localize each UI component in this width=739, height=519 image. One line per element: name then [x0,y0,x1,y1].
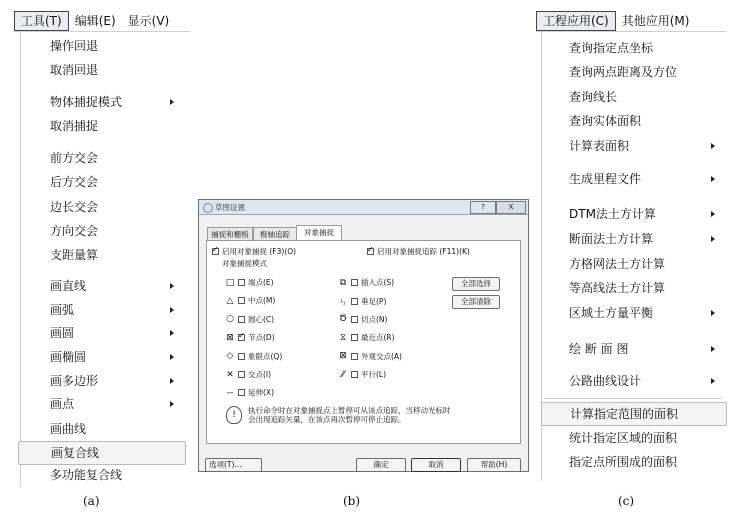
select-all-button[interactable]: 全部选择 [452,277,500,291]
enable-track-label: 启用对象捕捉追踪 (F11)(K) [377,247,470,256]
left-snap-mode-option[interactable] [225,351,282,362]
snap-mode-symbol-icon: -- [226,387,234,398]
left-snap-mode-option[interactable] [225,332,275,343]
enable-track-checkbox[interactable] [367,248,374,255]
menu-item-label: 区域土方量平衡 [569,306,654,320]
menu-item-label: DTM法土方计算 [569,207,656,221]
snap-mode-label: 交点(I) [248,370,272,379]
tools-menu-item[interactable] [18,244,184,266]
engineering-menu-item[interactable] [541,402,727,426]
snap-mode-checkbox[interactable] [238,353,245,360]
engineering-menu-item[interactable] [541,228,725,250]
menu-item-label: 查询两点距离及方位 [569,65,678,79]
snap-mode-label: 中点(M) [248,296,276,306]
left-snap-mode-option[interactable] [225,277,274,288]
snap-mode-checkbox[interactable] [351,298,358,305]
submenu-arrow-icon [170,401,174,407]
menu-engineering[interactable]: 工程应用(C) [536,11,616,31]
snap-mode-label: 外观交点(A) [361,351,402,361]
engineering-menu-item[interactable] [541,427,725,449]
snap-mode-symbol-icon: ○ [226,314,234,325]
snap-mode-label: 插入点(S) [361,278,395,287]
menubar-a [14,12,175,30]
submenu-arrow-icon [170,354,174,360]
tools-menu-item[interactable] [18,393,184,415]
help-button[interactable]: 帮助(H) [467,458,521,472]
clear-all-button[interactable]: 全部清除 [452,295,500,309]
menu-other-apps[interactable]: 其他应用(M) [621,14,690,28]
snap-mode-symbol-icon: △ [226,295,234,306]
snap-mode-label: 象限点(Q) [248,351,283,361]
snap-mode-symbol-icon: ✕ [226,369,234,380]
snap-mode-symbol-icon: ⊠ [339,351,347,362]
submenu-arrow-icon [711,378,715,384]
tab-object-snap[interactable]: 对象捕捉 [296,225,342,241]
snap-mode-symbol-icon: □ [225,277,235,288]
right-snap-mode-option[interactable] [338,351,402,362]
menu-view[interactable]: 显示(V) [127,14,170,28]
right-snap-mode-option[interactable] [338,295,386,308]
menu-item-label: 查询线长 [569,90,618,104]
snap-mode-checkbox[interactable] [238,279,245,286]
submenu-arrow-icon [170,378,174,384]
app-icon [203,203,213,213]
tools-menu-item[interactable] [18,59,184,81]
menu-item-label: 边长交会 [50,200,99,214]
enable-snap-label: 启用对象捕捉 (F3)(O) [222,247,297,256]
snap-mode-checkbox[interactable] [238,334,245,341]
menu-item-label: 统计指定区域的面积 [569,431,678,445]
menu-item-label: 画椭圆 [50,350,87,364]
tools-menu-item[interactable] [18,171,184,193]
submenu-arrow-icon [711,236,715,242]
menu-item-label: 绘 断 面 图 [569,342,629,356]
engineering-menu-item[interactable] [541,203,725,225]
tools-menu-item[interactable] [18,35,184,57]
menu-item-label: 公路曲线设计 [569,374,642,388]
menu-item-label: 查询实体面积 [569,114,642,128]
menu-item-label: 画曲线 [50,422,87,436]
menu-item-label: 支距量算 [50,248,99,262]
menu-item-label: 画直线 [50,279,87,293]
dialog-titlebar[interactable] [199,200,528,215]
object-snap-panel [206,240,521,444]
tools-menu-item[interactable] [18,418,184,440]
menu-item-label: 物体捕捉模式 [50,95,123,109]
snap-mode-checkbox[interactable] [351,353,358,360]
submenu-arrow-icon [711,143,715,149]
caption-c: (c) [618,494,635,508]
menubar-c-underline [536,31,726,32]
menu-item-label: 前方交会 [50,151,99,165]
snap-mode-symbol-icon: ⧖ [339,332,347,343]
menu-item-label: 画弧 [50,303,75,317]
snap-mode-label: 节点(D) [248,333,275,343]
right-snap-mode-option[interactable] [338,314,387,325]
engineering-menu-item[interactable] [541,370,725,392]
engineering-menu-item[interactable] [541,135,725,157]
submenu-arrow-icon [711,211,715,217]
right-snap-mode-option[interactable] [338,277,394,288]
snap-mode-symbol-icon: ◇ [226,351,234,362]
tab-polar-tracking[interactable]: 极轴追踪 [253,227,297,241]
menu-item-label: 方向交会 [50,224,99,238]
menu-separator [544,398,722,399]
options-button[interactable]: 选项(T)... [205,458,262,472]
menu-item-label: 等高线法土方计算 [569,281,666,295]
snap-mode-label: 垂足(P) [361,297,387,307]
snap-mode-label: 最近点(R) [361,333,395,343]
engineering-menu-item[interactable] [541,253,725,275]
snap-mode-label: 切点(N) [361,314,388,324]
submenu-arrow-icon [711,176,715,182]
ok-button[interactable]: 确定 [356,458,406,472]
tools-menu-item[interactable] [18,299,184,321]
engineering-menu-item[interactable] [541,277,725,299]
left-snap-mode-option[interactable] [225,387,274,398]
enable-snap-checkbox[interactable] [212,248,219,255]
snap-mode-checkbox[interactable] [351,371,358,378]
left-snap-mode-option[interactable] [225,295,275,306]
dialog-title: 草图设置 [215,203,245,212]
menu-item-label: 生成里程文件 [569,172,642,186]
menu-item-label: 计算表面积 [569,139,630,153]
modes-title: 对象捕捉模式 [222,259,267,268]
tools-menu-item[interactable] [18,441,186,465]
submenu-arrow-icon [170,330,174,336]
enable-track-option[interactable] [367,246,470,257]
left-snap-mode-option[interactable] [225,314,274,325]
snap-mode-symbol-icon: ㄣ [338,298,348,309]
menu-item-label: 取消捕捉 [50,119,99,133]
engineering-menu-item[interactable] [541,37,725,59]
info-text-line2: 会出现追踪矢量，在该点再次暂停可停止追踪。 [248,415,406,424]
snap-mode-checkbox[interactable] [238,389,245,396]
close-window-button[interactable]: X [496,201,526,214]
snap-mode-label: 圆心(C) [248,314,275,324]
menu-item-label: 断面法土方计算 [569,232,654,246]
engineering-menu-item[interactable] [541,451,725,473]
right-snap-mode-option[interactable] [338,332,395,343]
snap-mode-checkbox[interactable] [238,371,245,378]
snap-mode-symbol-icon: ⊠ [226,332,234,343]
snap-mode-checkbox[interactable] [238,297,245,304]
snap-mode-checkbox[interactable] [351,316,358,323]
engineering-menu-item[interactable] [541,168,725,190]
snap-mode-symbol-icon: ⁄⁄ [341,369,345,380]
drafting-settings-dialog [198,199,529,472]
tools-menu-item[interactable] [18,464,184,486]
submenu-arrow-icon [711,346,715,352]
snap-mode-label: 平行(L) [361,370,387,379]
snap-mode-checkbox[interactable] [238,316,245,323]
menubar-a-underline [14,31,190,32]
snap-mode-label: 端点(E) [248,278,274,287]
submenu-arrow-icon [170,307,174,313]
submenu-arrow-icon [711,310,715,316]
engineering-menu-item[interactable] [541,110,725,132]
snap-mode-label: 延伸(X) [248,388,274,398]
menu-item-label: 画点 [50,397,75,411]
menu-item-label: 多功能复合线 [50,468,123,482]
snap-mode-checkbox[interactable] [351,279,358,286]
menu-item-label: 方格网法土方计算 [569,257,666,271]
tools-menu-item[interactable] [18,346,184,368]
tools-menu-item[interactable] [18,115,184,137]
enable-snap-option[interactable] [212,246,296,257]
engineering-menu-item[interactable] [541,86,725,108]
snap-mode-symbol-icon: ⧉ [339,277,347,288]
menu-item-label: 计算指定范围的面积 [570,407,679,421]
menubar-c [536,12,695,30]
engineering-menu-item[interactable] [541,302,725,324]
caption-a: (a) [83,494,100,508]
right-snap-mode-option[interactable] [338,369,386,380]
tools-menu-item[interactable] [18,91,184,113]
menu-item-label: 画多边形 [50,374,99,388]
engineering-menu-item[interactable] [541,338,725,360]
tab-snap-grid[interactable]: 捕捉和栅格 [207,227,253,241]
menu-item-label: 取消回退 [50,63,99,77]
submenu-arrow-icon [170,99,174,105]
caption-b: (b) [343,494,361,508]
submenu-arrow-icon [170,283,174,289]
tools-menu-item[interactable] [18,322,184,344]
info-text-line1: 执行命令时在对象捕捉点上暂停可从该点追踪，当移动光标时 [248,406,451,415]
menu-item-label: 查询指定点坐标 [569,41,654,55]
tools-menu-item[interactable] [18,370,184,392]
menu-item-label: 画圆 [50,326,75,340]
menu-edit[interactable]: 编辑(E) [74,14,116,28]
menu-item-label: 指定点所围成的面积 [569,455,678,469]
menu-item-label: 画复合线 [51,446,100,460]
menu-item-label: 后方交会 [50,175,99,189]
info-bulb-icon: ! [226,406,242,424]
cancel-button[interactable]: 取消 [411,458,461,472]
help-window-button[interactable]: ? [470,201,496,214]
menu-tools[interactable]: 工具(T) [14,11,69,31]
snap-mode-checkbox[interactable] [351,334,358,341]
tools-menu-item[interactable] [18,196,184,218]
tools-menu-item[interactable] [18,220,184,242]
engineering-menu-item[interactable] [541,61,725,83]
snap-mode-symbol-icon: Ծ [339,314,347,325]
left-snap-mode-option[interactable] [225,369,271,380]
tools-menu-item[interactable] [18,147,184,169]
tools-menu-item[interactable] [18,275,184,297]
menu-item-label: 操作回退 [50,39,99,53]
